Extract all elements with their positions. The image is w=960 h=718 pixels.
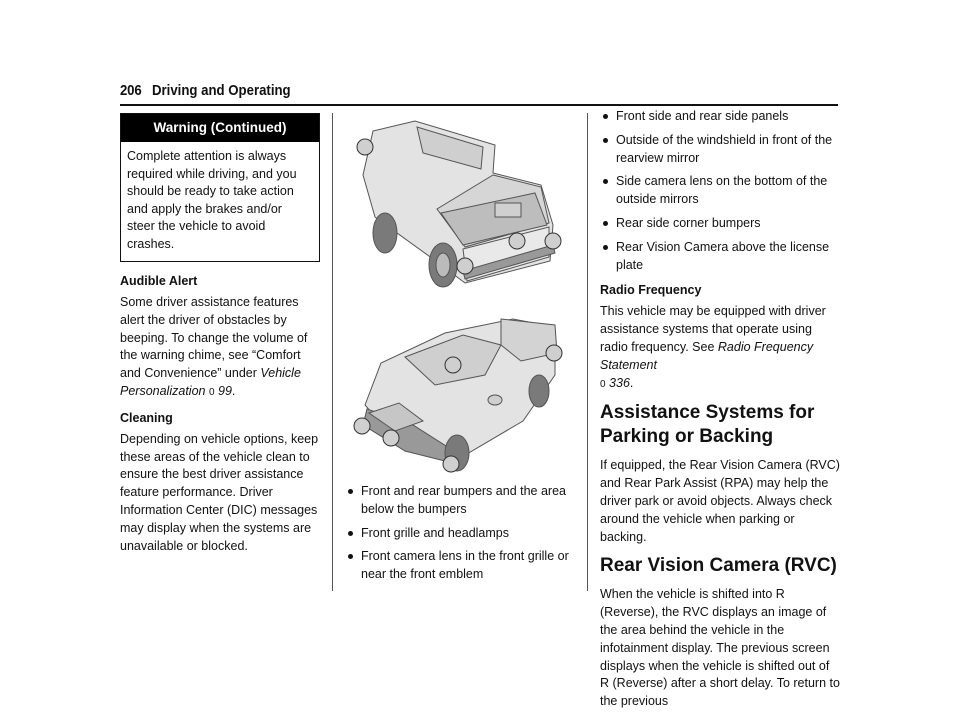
column-divider-1 (332, 113, 333, 591)
list-item: Front grille and headlamps (345, 525, 575, 543)
column-2 (345, 113, 575, 590)
callout-circle (354, 418, 370, 434)
list-item: Front side and rear side panels (600, 108, 840, 126)
rvc-heading: Rear Vision Camera (RVC) (600, 555, 837, 577)
callout-circle (546, 345, 562, 361)
page-ref-99[interactable]: 99 (218, 383, 232, 398)
assistance-systems-heading: Assistance Systems for Parking or Backing (600, 402, 815, 448)
page-header (120, 82, 838, 104)
callout-circle (457, 258, 473, 274)
rvc-text: When the vehicle is shifted into R (Reverse), the RVC displays an image of the area behind the vehicle in the infotainment display. The previous screen displays when the vehicle is shifted out of R (Reverse) after a short delay. To return to the previous (600, 587, 840, 709)
list-item: Side camera lens on the bottom of the outside mirrors (600, 173, 840, 209)
column-3 (600, 108, 840, 718)
radio-frequency-statement-link[interactable]: Radio Frequency Statement (600, 339, 814, 372)
list-item: Rear Vision Camera above the license plate (600, 239, 840, 275)
section-title: Driving and Operating (152, 82, 291, 99)
warning-title: Warning (Continued) (121, 114, 319, 142)
callout-circle (545, 233, 561, 249)
page-number: 206 (120, 82, 142, 99)
list-item: Outside of the windshield in front of the rearview mirror (600, 132, 840, 168)
page-ref-icon: 0 (208, 386, 215, 398)
column-1 (120, 113, 320, 562)
vehicle-personalization-link[interactable]: Vehicle Personalization (120, 366, 301, 398)
warning-box (120, 113, 320, 262)
page-ref-336[interactable]: 336 (609, 375, 630, 390)
callout-circle (443, 456, 459, 472)
radio-frequency-text: This vehicle may be equipped with driver assistance systems that operate using radio frequency. See Radio Frequency Statement 0 336. (600, 304, 826, 390)
assistance-systems-text: If equipped, the Rear Vision Camera (RVC) and Rear Park Assist (RPA) may help the driver park or avoid objects. Always check around the vehicle when parking or backing. (600, 458, 840, 544)
list-item: Rear side corner bumpers (600, 215, 840, 233)
radio-frequency-heading: Radio Frequency (600, 283, 702, 298)
callout-circle (357, 139, 373, 155)
header-rule (120, 104, 838, 106)
list-item: Front and rear bumpers and the area below the bumpers (345, 483, 575, 519)
callout-circle (509, 233, 525, 249)
column-divider-2 (587, 113, 588, 591)
cleaning-list-col3 (600, 108, 840, 274)
truck-cleaning-illustration (345, 113, 575, 475)
callout-circle (445, 357, 461, 373)
cleaning-text: Depending on vehicle options, keep these areas of the vehicle clean to ensure the best driver assistance feature performance. Driver Information Center (DIC) messages may display when the systems are unavailable or blocked. (120, 431, 319, 553)
cleaning-list-col2 (345, 483, 575, 584)
warning-text: Complete attention is always required while driving, and you should be ready to take action and apply the brakes and/or steer the vehicle to avoid crashes. (127, 149, 297, 251)
cleaning-heading: Cleaning (120, 410, 173, 425)
audible-alert-heading: Audible Alert (120, 274, 198, 288)
truck-front-view-icon (363, 319, 557, 471)
audible-alert-text: Some driver assistance features alert the driver of obstacles by beeping. To change the volume of the warning chime, see “Comfort and Convenience” under Vehicle Personalization 0 99. (120, 295, 308, 398)
list-item: Front camera lens in the front grille or near the front emblem (345, 548, 575, 584)
callout-circle (383, 430, 399, 446)
page-ref-icon: 0 (600, 378, 606, 390)
